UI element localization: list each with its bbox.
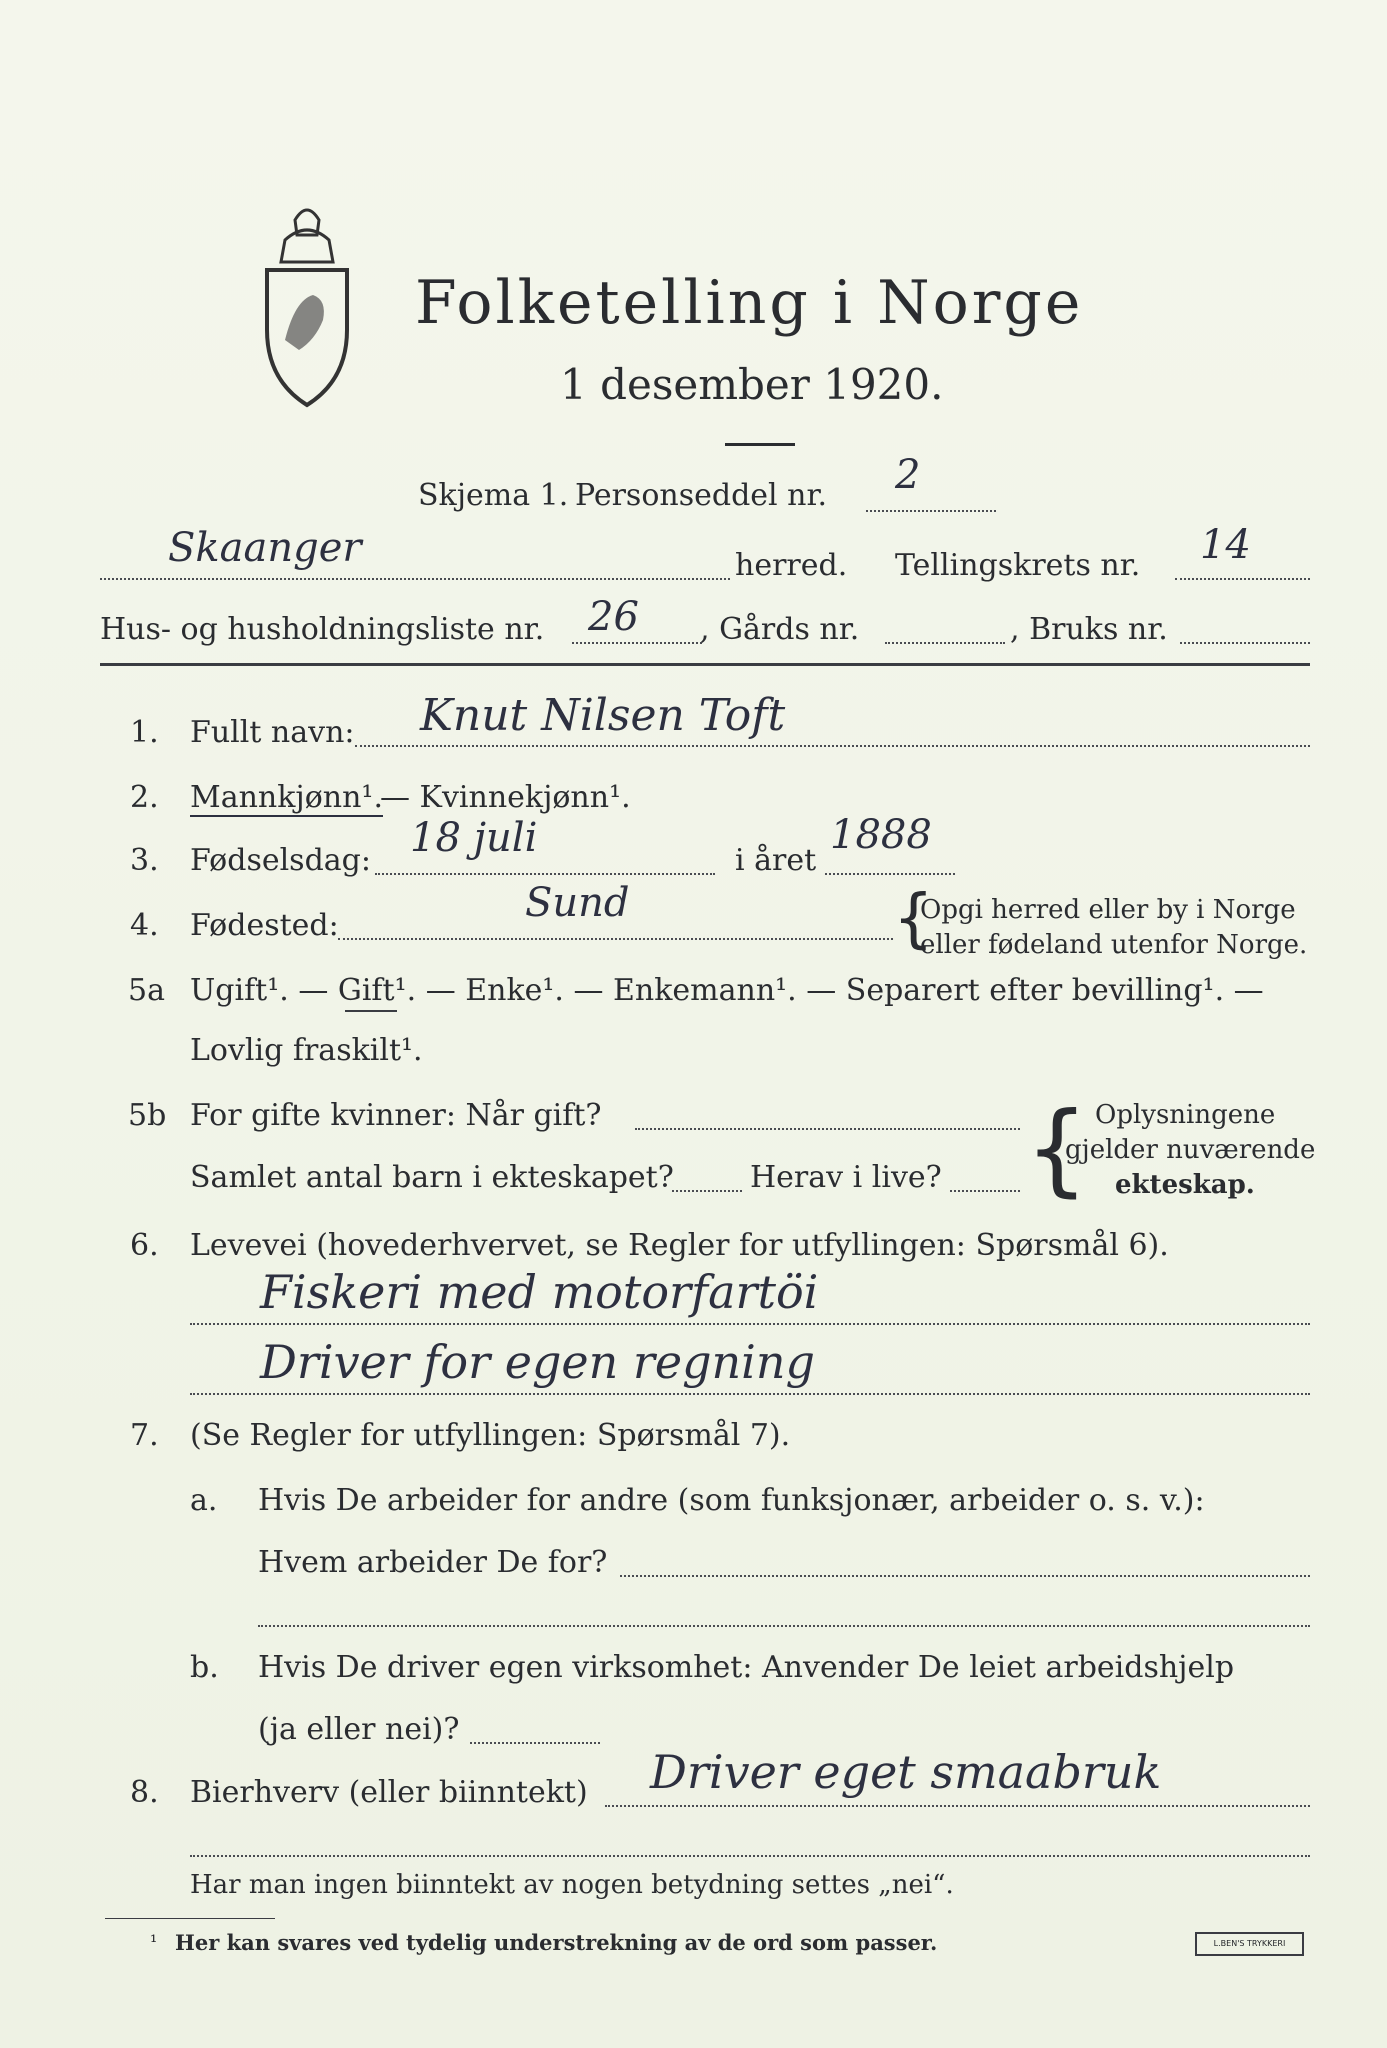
q8-number: 8. (130, 1775, 159, 1810)
footnote-mark: ¹ (150, 1932, 158, 1953)
q4-brace: { (893, 882, 934, 956)
q6-field-1[interactable] (190, 1323, 1310, 1325)
q7a-field-2[interactable] (258, 1625, 1310, 1627)
q5b-number: 5b (128, 1098, 167, 1133)
q6-value-2: Driver for egen regning (260, 1335, 815, 1389)
q1-label: Fullt navn: (190, 715, 355, 750)
herred-field[interactable] (100, 578, 730, 580)
q5a-gift-underline (345, 1010, 397, 1012)
q7b-text: Hvis De driver egen virksomhet: Anvender De leiet arbeidshjelp (258, 1650, 1235, 1685)
q2-option-female[interactable]: — Kvinnekjønn¹. (380, 780, 631, 815)
q5a-number: 5a (128, 973, 165, 1008)
q6-label: Levevei (hovederhvervet, se Regler for utfyllingen: Spørsmål 6). (190, 1228, 1169, 1263)
q5b-brace: { (1025, 1090, 1089, 1207)
q6-field-2[interactable] (190, 1393, 1310, 1395)
q8-value: Driver eget smaabruk (650, 1745, 1162, 1799)
personseddel-value: 2 (895, 452, 921, 498)
q2-option-male[interactable]: Mannkjønn¹. (190, 780, 383, 815)
gards-label: , Gårds nr. (700, 612, 860, 647)
q7b-letter: b. (190, 1650, 219, 1685)
footer-note: Har man ingen biinntekt av nogen betydning settes „nei“. (190, 1870, 954, 1900)
norwegian-lion-crest-icon (255, 200, 360, 410)
q7-label: (Se Regler for utfyllingen: Spørsmål 7). (190, 1418, 791, 1453)
herred-value: Skaanger (168, 525, 362, 571)
q5b-children-total: Samlet antal barn i ekteskapet? (190, 1160, 674, 1195)
divider (725, 443, 795, 446)
q7-number: 7. (130, 1418, 159, 1453)
q3-field[interactable] (375, 873, 715, 875)
q5a-options[interactable]: Ugift¹. — Gift¹. — Enke¹. — Enkemann¹. — Separert efter bevilling¹. — (190, 973, 1264, 1008)
q1-number: 1. (130, 715, 159, 750)
q4-field[interactable] (338, 938, 893, 940)
q5b-children-alive-field[interactable] (950, 1190, 1020, 1192)
q7a-letter: a. (190, 1483, 218, 1518)
hus-value: 26 (588, 594, 639, 640)
hus-label: Hus- og husholdningsliste nr. (100, 612, 545, 647)
q4-number: 4. (130, 908, 159, 943)
bruks-field[interactable] (1180, 642, 1310, 644)
q3-year-label: i året (735, 843, 817, 878)
q5b-note-3: ekteskap. (1115, 1170, 1255, 1200)
q5b-when-married-field[interactable] (635, 1128, 1020, 1130)
q7a-field-1[interactable] (620, 1575, 1310, 1577)
q3-number: 3. (130, 843, 159, 878)
hus-field[interactable] (572, 642, 702, 644)
personseddel-field[interactable] (866, 510, 996, 512)
q1-value: Knut Nilsen Toft (420, 690, 786, 741)
skjema-label: Skjema 1. (418, 478, 569, 513)
q3-year-value: 1888 (830, 812, 932, 858)
q3-year-field[interactable] (825, 873, 955, 875)
q4-value: Sund (525, 880, 630, 926)
q3-value: 18 juli (410, 815, 538, 861)
q5b-when-married: For gifte kvinner: Når gift? (190, 1098, 602, 1133)
q5b-note-1: Oplysningene (1095, 1100, 1276, 1130)
q7b-question: (ja eller nei)? (258, 1712, 460, 1747)
gards-field[interactable] (885, 642, 1005, 644)
q7a-text: Hvis De arbeider for andre (som funksjonær, arbeider o. s. v.): (258, 1483, 1205, 1518)
footnote-rule (105, 1918, 275, 1919)
q5b-children-alive: Herav i live? (750, 1160, 942, 1195)
header-rule (100, 663, 1310, 666)
q7b-field[interactable] (470, 1742, 600, 1744)
q6-number: 6. (130, 1228, 159, 1263)
tellingskrets-label: Tellingskrets nr. (895, 548, 1141, 583)
form-date: 1 desember 1920. (560, 360, 944, 409)
q3-label: Fødselsdag: (190, 843, 371, 878)
q5a-option-divorced[interactable]: Lovlig fraskilt¹. (190, 1033, 423, 1068)
q8-label: Bierhverv (eller biinntekt) (190, 1775, 588, 1810)
q4-note-1: Opgi herred eller by i Norge (920, 895, 1296, 925)
q2-number: 2. (130, 780, 159, 815)
tellingskrets-field[interactable] (1175, 578, 1310, 580)
q5b-children-total-field[interactable] (672, 1190, 742, 1192)
q8-field-2[interactable] (190, 1855, 1310, 1857)
personseddel-label: Personseddel nr. (575, 478, 828, 513)
q4-label: Fødested: (190, 908, 339, 943)
form-title: Folketelling i Norge (415, 268, 1084, 338)
printer-stamp: L.BEN'S TRYKKERI (1195, 1932, 1304, 1956)
q1-field[interactable] (355, 745, 1310, 747)
q6-value-1: Fiskeri med motorfartöi (260, 1265, 819, 1319)
herred-label: herred. (735, 548, 848, 583)
bruks-label: , Bruks nr. (1010, 612, 1168, 647)
tellingskrets-value: 14 (1200, 522, 1251, 568)
q8-field[interactable] (605, 1805, 1310, 1807)
q7a-question: Hvem arbeider De for? (258, 1545, 608, 1580)
q4-note-2: eller fødeland utenfor Norge. (920, 930, 1308, 960)
q5b-note-2: gjelder nuværende (1065, 1135, 1316, 1165)
footnote-text: Her kan svares ved tydelig understrekning av de ord som passer. (175, 1930, 938, 1955)
